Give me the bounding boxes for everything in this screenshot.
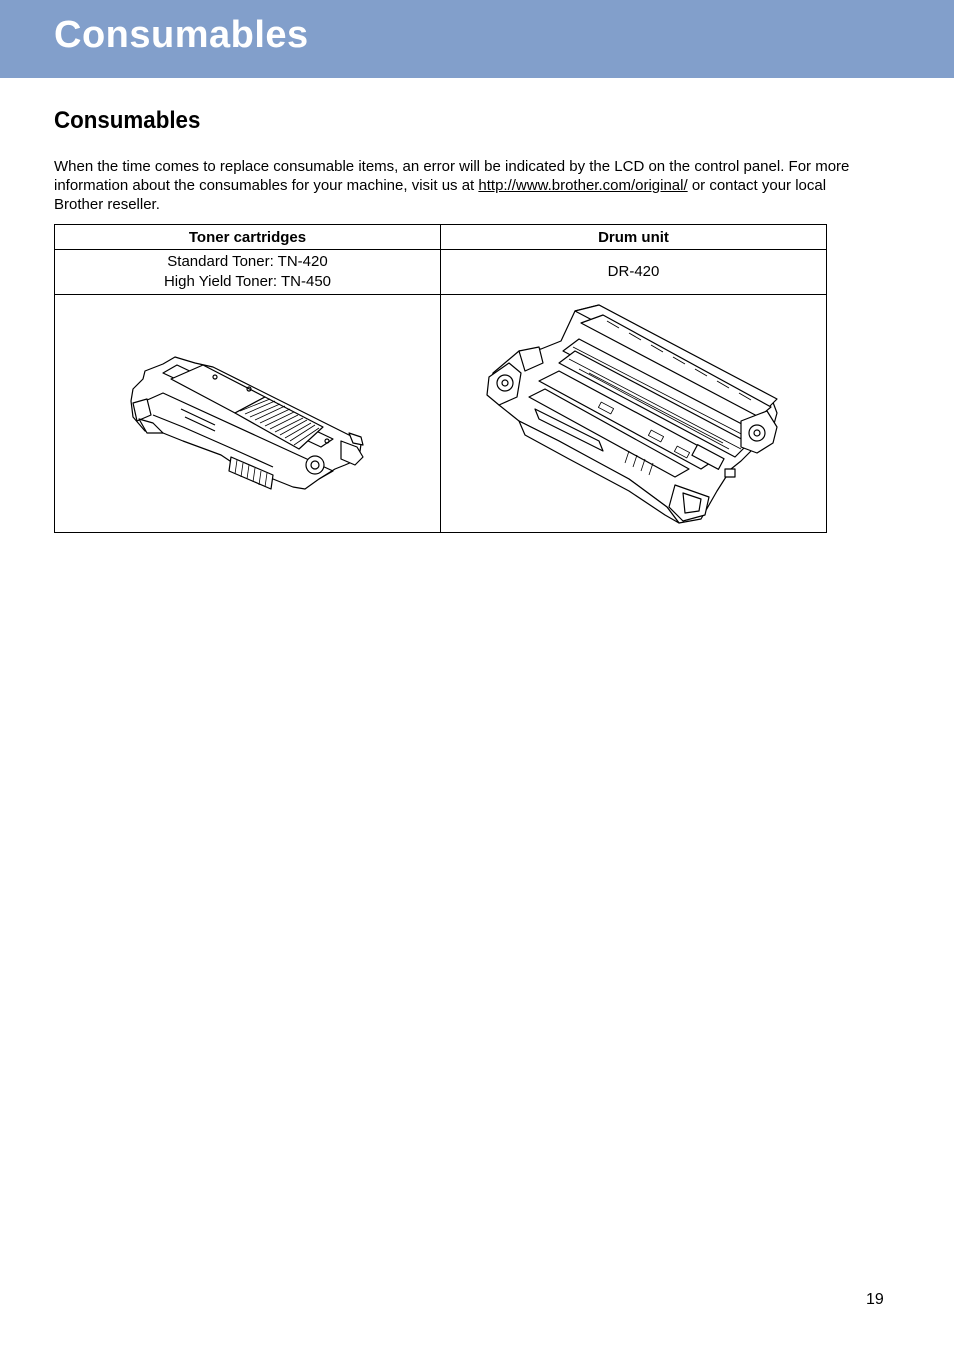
toner-models-cell [55, 250, 441, 295]
table-header-row [55, 225, 827, 250]
header-banner [0, 0, 954, 78]
header-toner-cartridges: Toner cartridges [55, 225, 441, 250]
header-drum-unit: Drum unit [441, 225, 827, 250]
brother-original-link[interactable]: http://www.brother.com/original/ [478, 177, 688, 194]
table-row [55, 250, 827, 295]
toner-cartridge-illustration [123, 329, 373, 499]
standard-toner-label: Standard Toner: TN-420 [167, 253, 328, 270]
intro-text-before-link: When the time comes to replace consumable items, an error will be indicated by the LCD on the control panel. For more information about the consumables for your machine, visit us at [54, 158, 850, 194]
section-title: Consumables [54, 107, 201, 134]
toner-image-cell [55, 295, 441, 533]
page-title: Consumables [54, 14, 309, 56]
intro-text-after-link: or contact your local Brother reseller. [54, 177, 827, 213]
table-row [55, 295, 827, 533]
drum-model-cell: DR-420 [441, 250, 827, 295]
page-number: 19 [866, 1291, 884, 1308]
drum-image-cell [441, 295, 827, 533]
consumables-table [54, 224, 827, 533]
drum-unit-illustration [479, 301, 789, 526]
high-yield-toner-label: High Yield Toner: TN-450 [163, 273, 332, 290]
intro-paragraph [54, 157, 854, 214]
